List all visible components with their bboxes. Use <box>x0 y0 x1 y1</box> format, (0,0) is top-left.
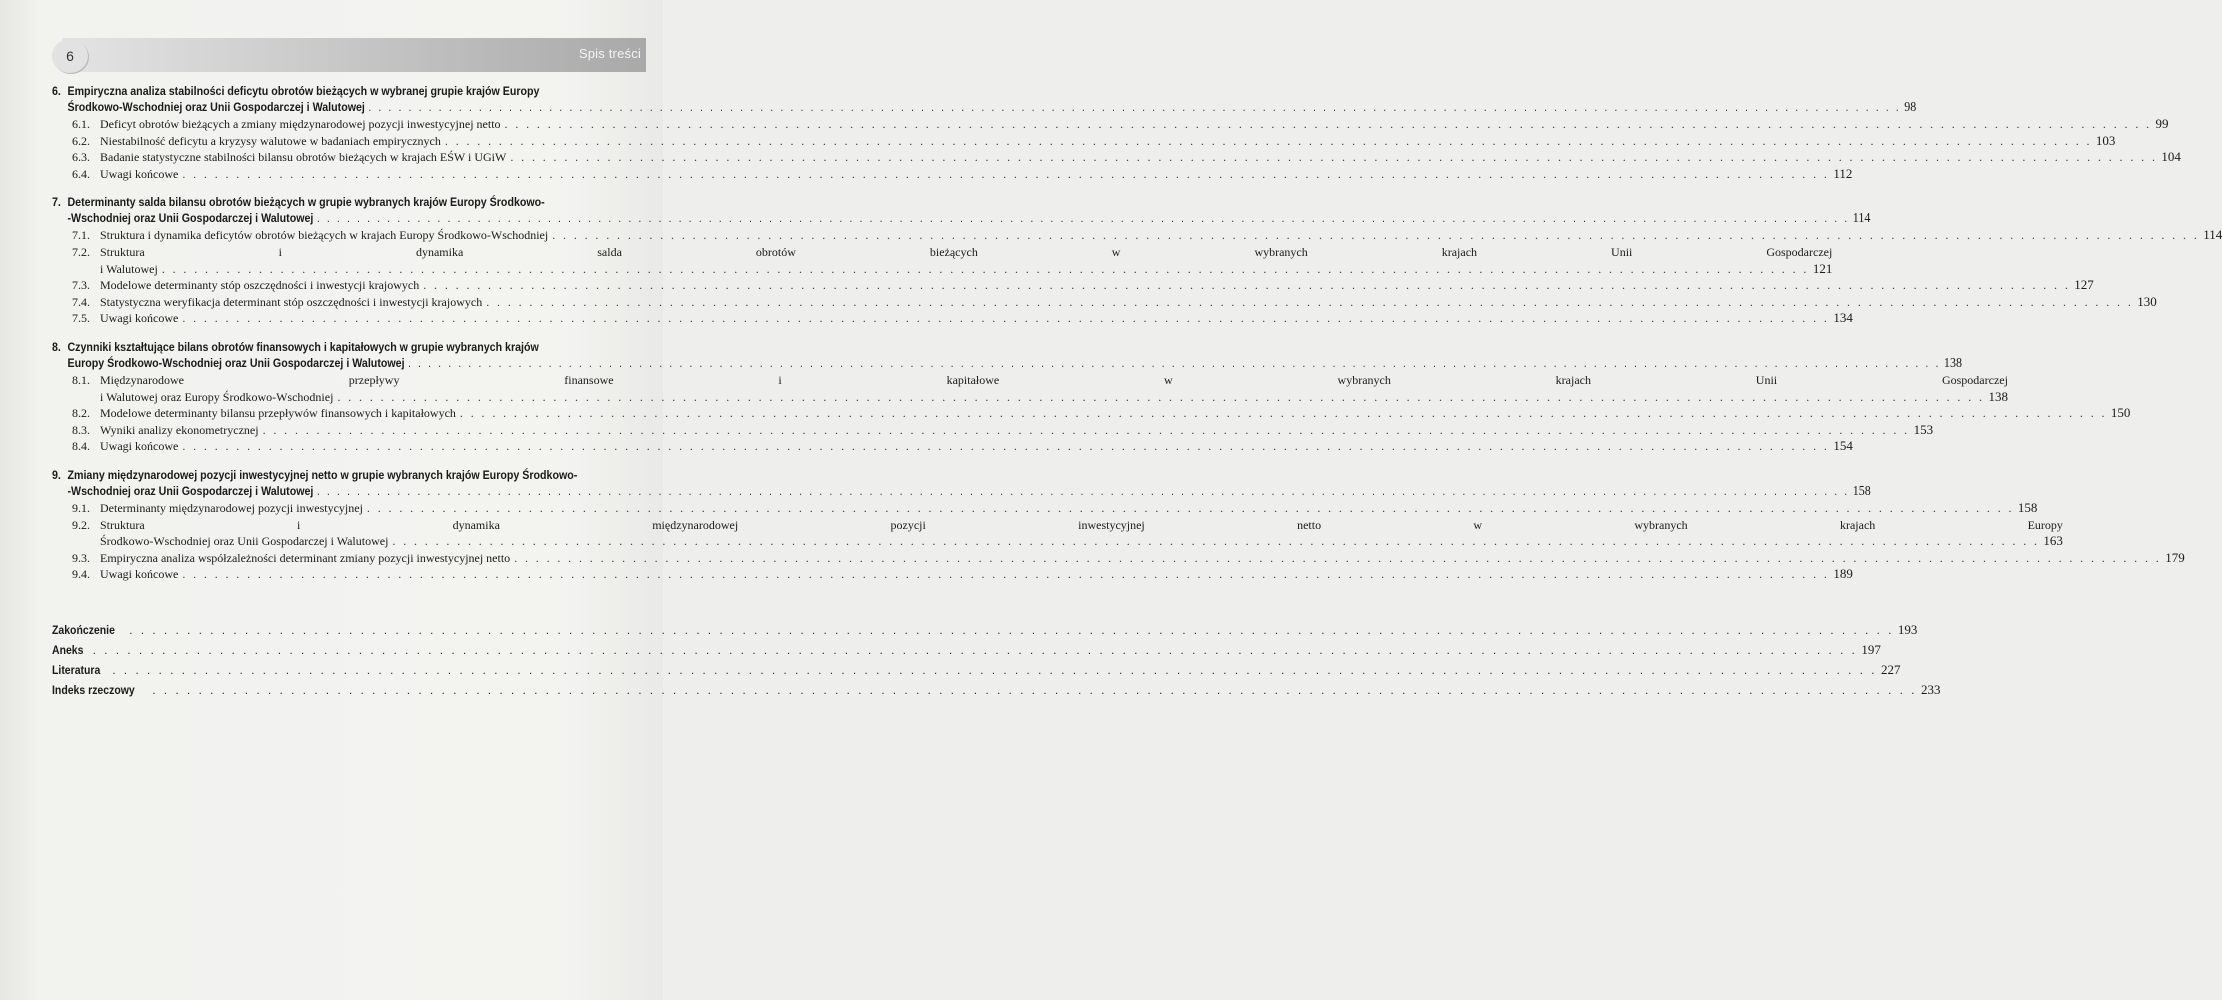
section-title-line-last <box>100 438 1853 455</box>
section-title <box>100 310 1853 327</box>
chapter-number: 9. <box>52 467 61 482</box>
toc-section[interactable] <box>52 549 2185 567</box>
section-title-text: Uwagi końcowe <box>100 439 179 454</box>
back-matter-label: Indeks rzeczowy <box>52 683 135 697</box>
section-title-line-last <box>100 261 1832 278</box>
section-title <box>100 116 2169 133</box>
dot-leader <box>460 405 2107 422</box>
section-title-line-last <box>100 566 1853 583</box>
section-title-text: Struktura i dynamika deficytów obrotów bieżących w krajach Europy Środkowo-Wschodniej <box>100 228 549 243</box>
section-number: 7.2. <box>72 244 90 259</box>
chapter-title-line-last <box>67 210 1870 227</box>
section-number: 9.4. <box>72 567 90 582</box>
chapter-heading <box>52 194 1871 227</box>
section-title-text: Determinanty międzynarodowej pozycji inwestycyjnej <box>100 500 363 515</box>
section-page-number: 134 <box>1833 310 1853 326</box>
chapter-number: 6. <box>52 84 61 98</box>
dot-leader <box>408 355 1940 371</box>
toc-section[interactable] <box>52 566 1853 583</box>
section-title-line-last <box>100 405 2130 422</box>
section-title <box>100 422 1933 439</box>
table-of-contents <box>52 83 2222 595</box>
toc-section[interactable] <box>52 405 2131 422</box>
dot-leader <box>152 680 1917 700</box>
section-number: 6.3. <box>72 150 90 165</box>
toc-chapter[interactable] <box>52 467 2185 583</box>
section-title <box>100 149 2181 166</box>
page-number: 6 <box>52 39 88 73</box>
toc-section[interactable] <box>52 244 1833 277</box>
chapter-title-text: Środkowo-Wschodniej oraz Unii Gospodarczej i Walutowej <box>67 100 365 114</box>
section-title <box>100 500 2037 517</box>
section-title-line-last <box>100 310 1853 327</box>
back-matter-page-number: 193 <box>1897 622 1918 637</box>
section-title-text: Wyniki analizy ekonometrycznej <box>100 422 259 437</box>
chapter-page-number: 114 <box>1852 211 1871 227</box>
section-number: 7.4. <box>72 294 90 309</box>
toc-section[interactable] <box>52 277 2094 294</box>
section-page-number: 103 <box>2095 132 2116 148</box>
dot-leader <box>182 310 1829 327</box>
section-title-line-last <box>100 277 2094 294</box>
chapter-heading <box>52 339 1962 372</box>
section-title <box>100 517 2063 550</box>
back-matter-label: Aneks <box>52 643 84 657</box>
section-title-text: Środkowo-Wschodniej oraz Unii Gospodarczej i Walutowej <box>100 534 389 549</box>
toc-section[interactable] <box>52 372 2008 405</box>
toc-section[interactable] <box>52 499 2038 517</box>
section-title <box>100 277 2094 294</box>
back-matter-label: Literatura <box>52 663 101 677</box>
back-matter-item[interactable] <box>52 660 1901 680</box>
section-title <box>100 550 2185 567</box>
toc-section[interactable] <box>52 132 2116 150</box>
chapter-title-line-last <box>67 99 1916 116</box>
section-title-line-last <box>100 533 2063 550</box>
section-number: 8.4. <box>72 439 90 454</box>
toc-section[interactable] <box>52 310 1853 327</box>
section-title-text: Uwagi końcowe <box>100 567 179 582</box>
section-title-text: i Walutowej oraz Europy Środkowo-Wschodniej <box>100 389 334 404</box>
section-title <box>100 294 2157 311</box>
section-page-number: 179 <box>2165 549 2185 565</box>
header-band <box>62 38 646 72</box>
dot-leader <box>445 133 2092 150</box>
section-title <box>100 133 2115 150</box>
toc-section[interactable] <box>52 116 2169 133</box>
dot-leader <box>182 566 1829 583</box>
dot-leader <box>317 483 1849 499</box>
section-page-number: 130 <box>2137 293 2157 309</box>
section-page-number: 99 <box>2155 116 2169 131</box>
back-matter-item[interactable] <box>52 680 1941 700</box>
toc-chapter[interactable] <box>52 339 2131 455</box>
section-title-text: i Walutowej <box>100 261 158 276</box>
chapter-title-text: -Wschodniej oraz Unii Gospodarczej i Walutowej <box>67 211 314 226</box>
chapter-number: 7. <box>52 195 61 210</box>
dot-leader <box>486 294 2133 311</box>
dot-leader <box>337 389 1984 406</box>
chapter-title-line: Zmiany międzynarodowej pozycji inwestycyjnej netto w grupie wybranych krajów Europy Środkowo- <box>67 467 578 482</box>
running-header-title: Spis treści <box>578 46 641 61</box>
section-title-line-last <box>100 133 2115 150</box>
section-title <box>100 372 2008 405</box>
dot-leader <box>317 210 1849 226</box>
toc-section[interactable] <box>52 149 2181 166</box>
section-page-number: 153 <box>1913 421 1934 437</box>
chapter-title-line: Empiryczna analiza stabilności deficytu obrotów bieżących w wybranej grupie krajów Europy <box>67 84 540 98</box>
section-title-line-last <box>100 294 2157 311</box>
section-title-text: Deficyt obrotów bieżących a zmiany międzynarodowej pozycji inwestycyjnej netto <box>100 117 501 131</box>
toc-chapter[interactable] <box>52 194 2222 327</box>
chapter-page-number: 158 <box>1852 483 1871 499</box>
toc-section[interactable] <box>52 293 2157 311</box>
chapter-title-text: -Wschodniej oraz Unii Gospodarczej i Walutowej <box>67 483 314 498</box>
section-title-line-last <box>100 149 2181 166</box>
back-matter-item[interactable] <box>52 640 1881 660</box>
section-page-number: 121 <box>1812 260 1833 276</box>
toc-section[interactable] <box>52 227 2222 244</box>
section-title <box>100 566 1853 583</box>
section-page-number: 112 <box>1833 165 1853 181</box>
section-title-line: Struktura i dynamika salda obrotów bieżących w wybranych krajach Unii Gospodarczej <box>100 244 1833 259</box>
dot-leader <box>112 660 1877 680</box>
chapter-title-text: Europy Środkowo-Wschodniej oraz Unii Gospodarczej i Walutowej <box>67 355 405 370</box>
dot-leader <box>368 99 1900 115</box>
section-number: 6.4. <box>72 166 90 181</box>
section-title-text: Empiryczna analiza współzależności determinant zmiany pozycji inwestycyjnej netto <box>100 550 511 565</box>
back-matter-list <box>52 620 1941 700</box>
section-number: 6.1. <box>72 117 90 131</box>
section-page-number: 189 <box>1833 566 1853 582</box>
section-number: 8.2. <box>72 406 90 421</box>
section-number: 8.1. <box>72 372 90 387</box>
section-title-line-last <box>100 116 2169 133</box>
section-title-line: Struktura i dynamika międzynarodowej pozycji inwestycyjnej netto w wybranych krajach Europy <box>100 517 2063 532</box>
toc-section[interactable] <box>52 421 1934 439</box>
chapter-heading <box>52 83 1917 116</box>
toc-section[interactable] <box>52 438 1853 455</box>
chapter-title <box>67 194 1870 227</box>
dot-leader <box>423 277 2070 294</box>
section-title-text: Modelowe determinanty bilansu przepływów finansowych i kapitałowych <box>100 406 456 421</box>
back-matter-page-number: 227 <box>1880 662 1901 677</box>
section-title-line-last <box>100 166 1852 183</box>
section-page-number: 154 <box>1833 438 1853 454</box>
section-title-line-last <box>100 500 2037 517</box>
section-title <box>100 227 2222 244</box>
section-number: 7.1. <box>72 228 90 243</box>
dot-leader <box>552 227 2199 244</box>
section-title-line: Międzynarodowe przepływy finansowe i kapitałowe w wybranych krajach Unii Gospodarczej <box>100 372 2008 387</box>
section-title <box>100 405 2130 422</box>
chapter-title-line-last <box>67 483 1870 500</box>
back-matter-page-number: 233 <box>1920 682 1941 697</box>
chapter-title-line: Czynniki kształtujące bilans obrotów finansowych i kapitałowych w grupie wybranych krajów <box>67 339 539 354</box>
section-title-line-last <box>100 389 2008 406</box>
section-number: 9.2. <box>72 517 90 532</box>
section-title <box>100 244 1832 277</box>
chapter-number: 8. <box>52 339 61 354</box>
section-title-line-last <box>100 422 1933 439</box>
toc-chapter[interactable] <box>52 83 2181 182</box>
section-page-number: 104 <box>2161 149 2181 165</box>
chapter-title <box>67 339 1962 372</box>
section-title-text: Uwagi końcowe <box>100 311 179 326</box>
dot-leader <box>510 149 2157 166</box>
section-number: 9.3. <box>72 550 90 565</box>
section-page-number: 138 <box>1988 388 2008 404</box>
chapter-page-number: 138 <box>1943 355 1962 371</box>
back-matter-label: Zakończenie <box>52 623 115 637</box>
section-title-text: Niestabilność deficytu a kryzysy walutowe w badaniach empirycznych <box>100 133 441 148</box>
section-title <box>100 438 1853 455</box>
dot-leader <box>162 261 1809 278</box>
toc-section[interactable] <box>52 165 1853 183</box>
dot-leader <box>514 550 2161 567</box>
dot-leader <box>129 620 1894 640</box>
dot-leader <box>182 166 1829 183</box>
dot-leader <box>367 500 2014 517</box>
toc-section[interactable] <box>52 517 2063 550</box>
section-title-text: Statystyczna weryfikacja determinant stóp oszczędności i inwestycji krajowych <box>100 294 483 309</box>
section-title-text: Badanie statystyczne stabilności bilansu obrotów bieżących w krajach EŚW i UGiW <box>100 150 507 165</box>
chapter-title-line: Determinanty salda bilansu obrotów bieżących w grupie wybranych krajów Europy Środkowo- <box>67 195 545 210</box>
chapter-title <box>67 467 1870 500</box>
section-page-number: 163 <box>2043 533 2063 549</box>
dot-leader <box>505 116 2152 133</box>
section-page-number: 114 <box>2203 227 2222 243</box>
section-title <box>100 166 1852 183</box>
section-title-line-last <box>100 550 2185 567</box>
section-title-text: Modelowe determinanty stóp oszczędności i inwestycji krajowych <box>100 278 420 293</box>
section-number: 9.1. <box>72 500 90 515</box>
dot-leader <box>182 438 1829 455</box>
section-page-number: 127 <box>2074 277 2094 293</box>
section-number: 7.3. <box>72 278 90 293</box>
chapter-title <box>67 83 1916 116</box>
section-title-text: Uwagi końcowe <box>100 166 179 181</box>
section-title-line-last <box>100 227 2222 244</box>
section-page-number: 158 <box>2017 499 2038 515</box>
dot-leader <box>93 640 1858 660</box>
chapter-title-line-last <box>67 355 1962 372</box>
chapter-heading <box>52 467 1871 500</box>
dot-leader <box>392 533 2039 550</box>
back-matter-page-number: 197 <box>1861 642 1881 657</box>
section-number: 6.2. <box>72 133 90 148</box>
chapter-page-number: 98 <box>1904 100 1917 115</box>
back-matter-item[interactable] <box>52 620 1918 640</box>
section-number: 8.3. <box>72 422 90 437</box>
section-number: 7.5. <box>72 311 90 326</box>
section-page-number: 150 <box>2110 405 2131 421</box>
dot-leader <box>263 422 1910 439</box>
